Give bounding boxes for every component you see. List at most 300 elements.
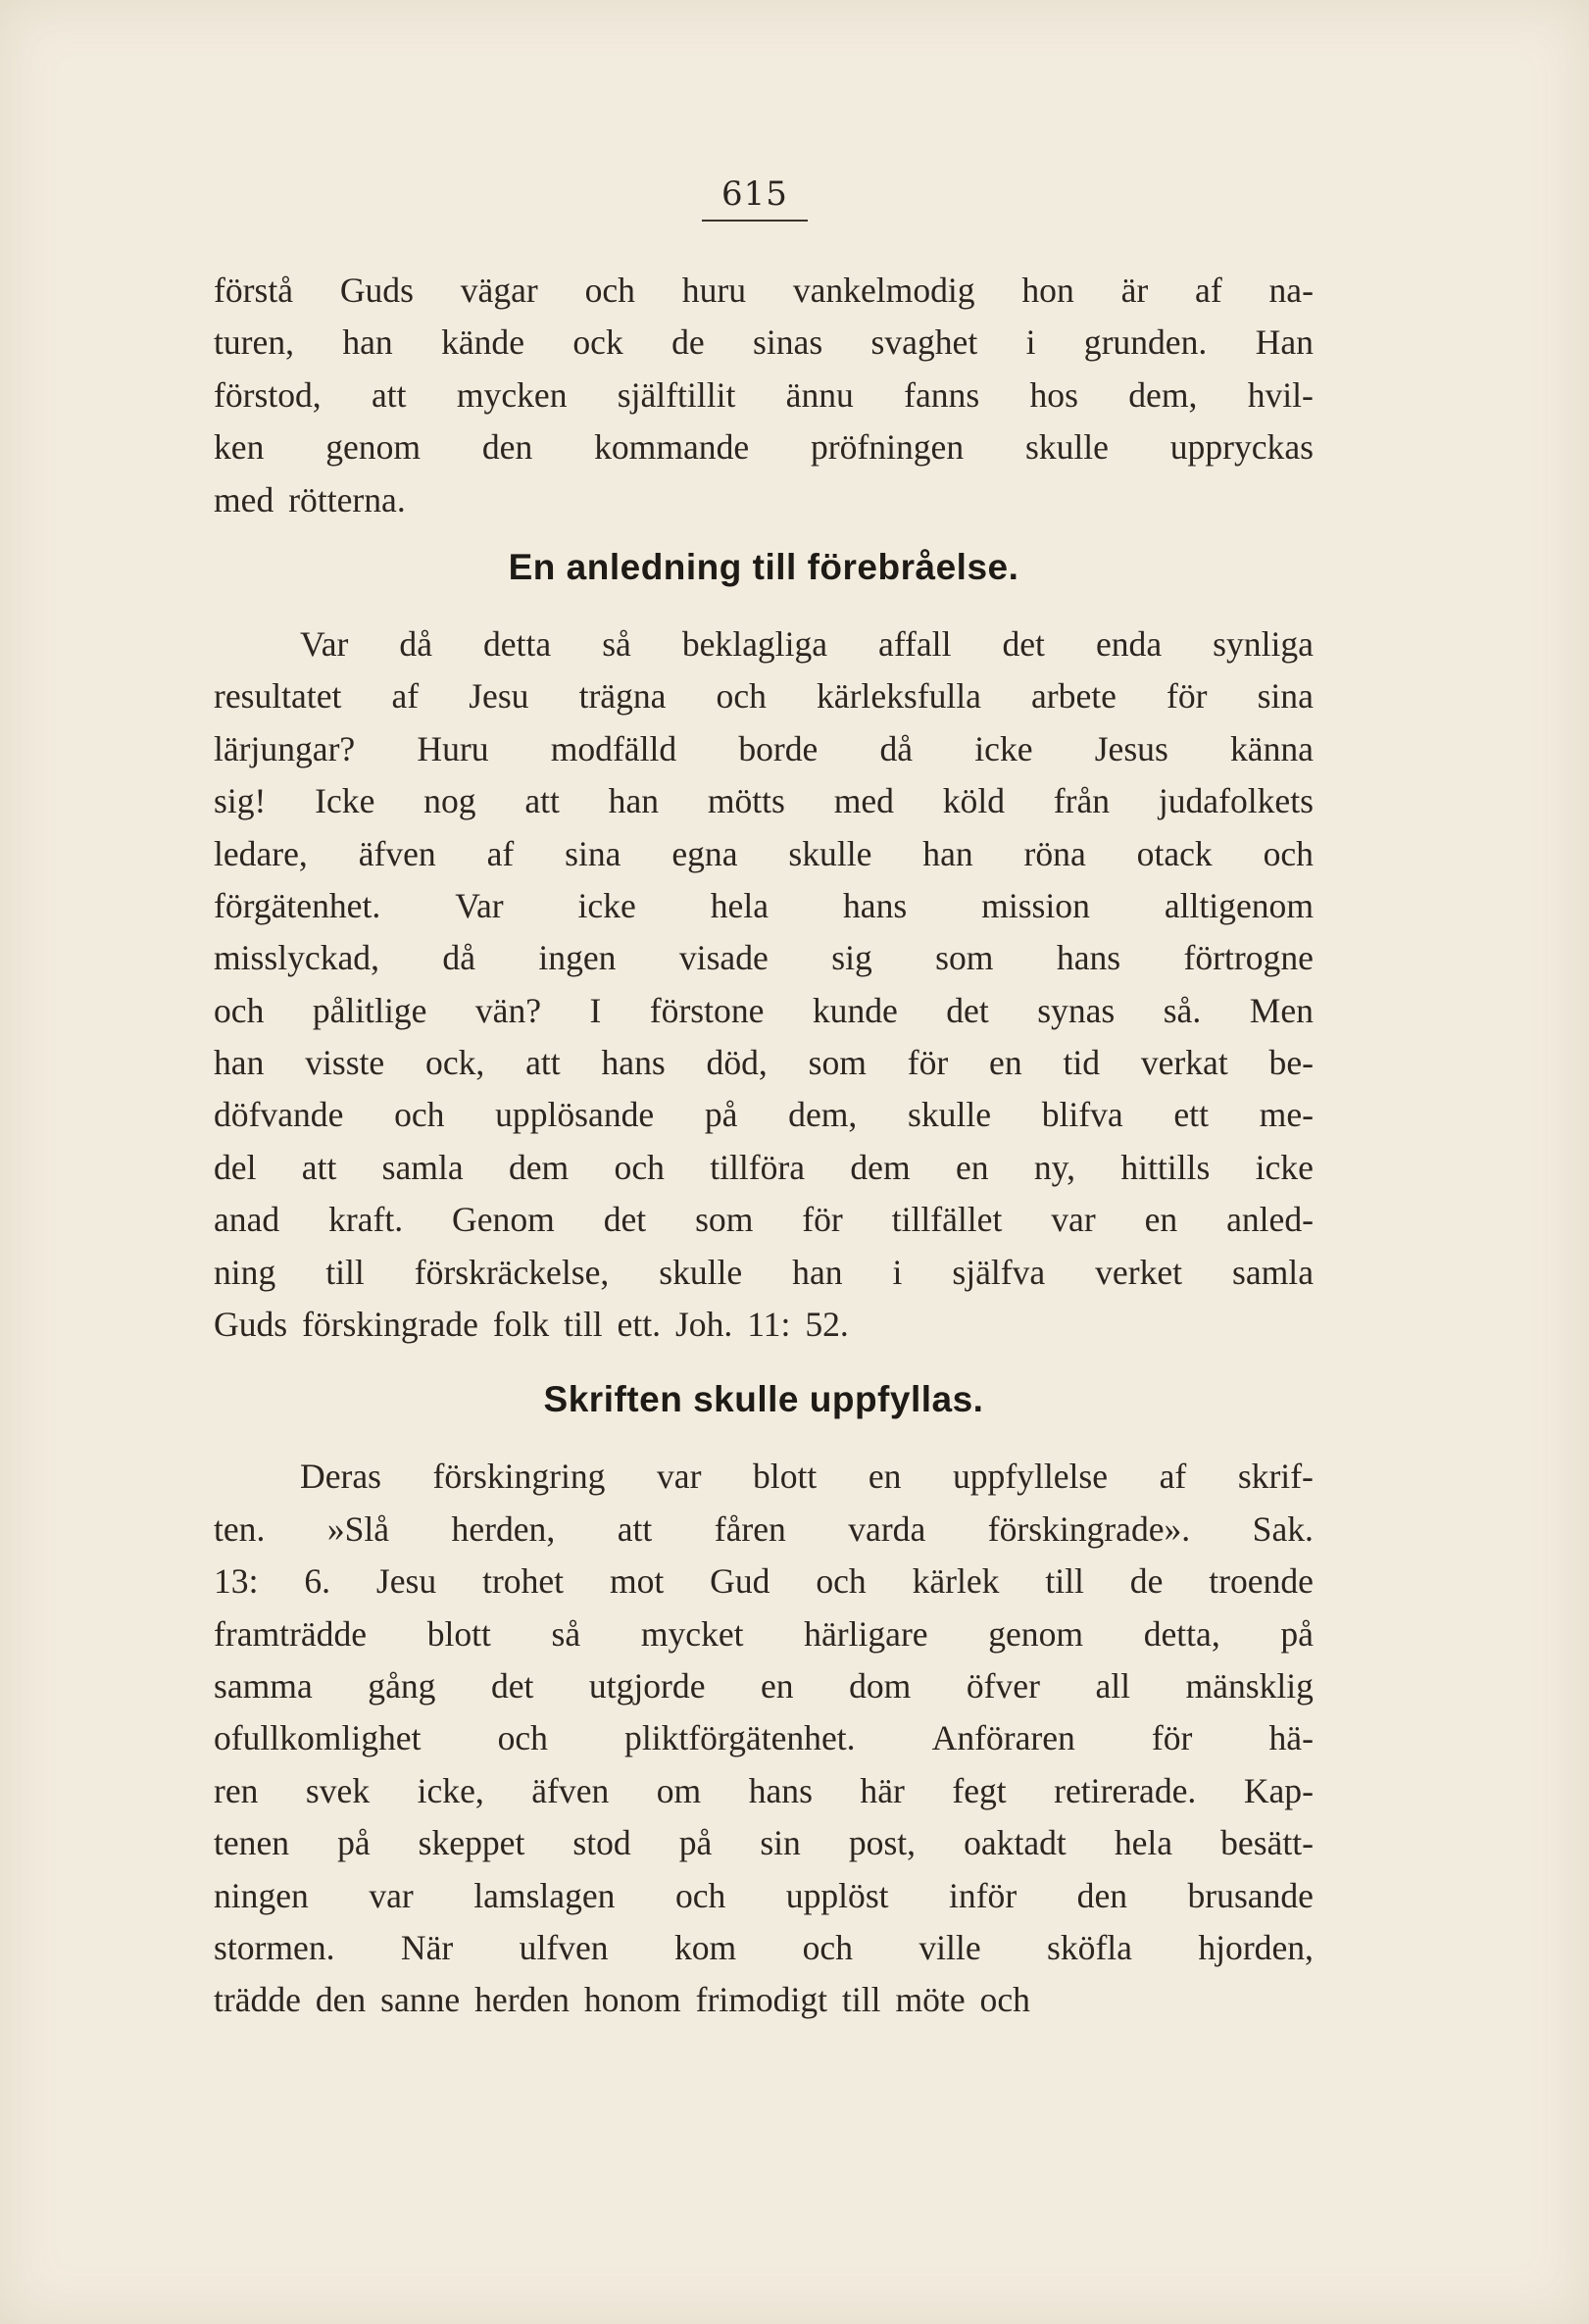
word: herden — [474, 1980, 570, 2020]
word: tillfället — [891, 1200, 1003, 1240]
word: mötts — [707, 781, 785, 821]
word: dem, — [1128, 374, 1198, 415]
word: är — [1120, 271, 1149, 310]
word: troende — [1209, 1561, 1314, 1602]
word: och — [716, 676, 767, 717]
word: känna — [1230, 728, 1314, 768]
text-line — [214, 1089, 1314, 1141]
word: huru — [681, 271, 746, 310]
word: sig — [831, 938, 872, 978]
word: hos — [1029, 374, 1078, 415]
word: en — [761, 1665, 794, 1706]
word: blifva — [1041, 1095, 1123, 1135]
word: icke — [1255, 1147, 1314, 1187]
text-line — [214, 1451, 1314, 1503]
word: samla — [381, 1147, 464, 1187]
text-line — [214, 985, 1314, 1037]
word: han — [608, 781, 660, 821]
word: sköfla — [1047, 1927, 1132, 1967]
word: hans — [1056, 938, 1121, 978]
paragraph-2 — [214, 618, 1314, 1351]
word: hittills — [1120, 1147, 1211, 1187]
word: Gud — [710, 1561, 770, 1602]
text-line — [214, 1922, 1314, 1974]
word: anad — [214, 1200, 280, 1240]
word: döfvande — [214, 1095, 344, 1135]
word: han — [342, 322, 393, 363]
word: 13: — [214, 1561, 259, 1602]
text-line — [214, 775, 1314, 827]
word: mycken — [456, 374, 568, 415]
word: kommande — [594, 427, 750, 468]
word: själftillit — [617, 374, 736, 415]
word: då — [442, 938, 475, 978]
word: genom — [325, 427, 422, 468]
word: enda — [1095, 623, 1163, 664]
word: otack — [1136, 833, 1213, 873]
word: den — [481, 427, 533, 468]
word: af — [1195, 271, 1222, 310]
word: att — [301, 1147, 337, 1187]
word: utgjorde — [588, 1665, 706, 1706]
word: röna — [1023, 833, 1086, 873]
word: pliktförgätenhet. — [624, 1718, 856, 1758]
word: dem — [850, 1147, 911, 1187]
word: oaktadt — [964, 1823, 1067, 1863]
word: honom — [583, 1980, 681, 2020]
word: inför — [949, 1875, 1018, 1915]
word: icke — [577, 885, 636, 925]
word: visade — [678, 938, 769, 978]
word: sig! — [214, 781, 267, 821]
word: ledare, — [214, 833, 308, 873]
word: han — [792, 1252, 843, 1292]
word: pålitlige — [312, 990, 427, 1030]
word: Joh. — [674, 1305, 733, 1345]
word: öfver — [966, 1665, 1040, 1706]
word: möte — [895, 1980, 966, 2020]
word: fanns — [904, 374, 980, 415]
word: äfven — [531, 1770, 610, 1810]
word: framträdde — [214, 1613, 368, 1654]
word: vän? — [474, 990, 542, 1030]
word: som — [695, 1200, 754, 1240]
word: hela — [1114, 1823, 1173, 1863]
word: så — [551, 1613, 581, 1654]
word: var — [369, 1875, 414, 1915]
word: verkat — [1140, 1043, 1228, 1083]
word: ofullkomlighet — [214, 1718, 422, 1758]
word: då — [879, 728, 914, 768]
word: Deras — [300, 1457, 381, 1497]
word: I — [589, 990, 602, 1030]
word: och — [1263, 833, 1314, 873]
word: det — [603, 1200, 647, 1240]
word: Jesu — [375, 1561, 437, 1602]
word: den — [1076, 1875, 1128, 1915]
word: stod — [572, 1823, 631, 1863]
word: trägna — [578, 676, 667, 717]
word: och — [214, 990, 265, 1030]
word: modfälld — [550, 728, 677, 768]
word: Men — [1249, 990, 1314, 1030]
word: sanne — [380, 1980, 461, 2020]
word: frimodigt — [695, 1980, 828, 2020]
word: så — [602, 623, 631, 664]
word: och — [614, 1147, 665, 1187]
text-line — [214, 1817, 1314, 1869]
word: ett — [1173, 1095, 1209, 1135]
word: blott — [753, 1457, 818, 1497]
word: icke, — [417, 1770, 484, 1810]
word: nog — [423, 781, 476, 821]
word: detta — [483, 623, 552, 664]
word: Jesus — [1094, 728, 1168, 768]
word: skeppet — [418, 1823, 525, 1863]
word: uppfyllelse — [952, 1457, 1109, 1497]
word: gång — [368, 1665, 436, 1706]
word: 52. — [805, 1305, 849, 1345]
word: ingen — [538, 938, 617, 978]
word: till — [841, 1980, 881, 2020]
word: genom — [988, 1613, 1084, 1654]
word: här — [860, 1770, 905, 1810]
text-line — [214, 723, 1314, 775]
word: Kap- — [1243, 1770, 1314, 1810]
word: svaghet — [870, 322, 978, 363]
word: kunde — [812, 990, 898, 1030]
word: ren — [214, 1770, 259, 1810]
word: för — [1167, 676, 1208, 717]
word: borde — [738, 728, 819, 768]
text-line — [214, 1974, 1314, 2026]
word: var — [657, 1457, 702, 1497]
word: förtrogne — [1183, 938, 1314, 978]
word: att — [617, 1508, 653, 1549]
word: kraft. — [328, 1200, 404, 1240]
word: för — [802, 1200, 843, 1240]
word: äfven — [358, 833, 436, 873]
word: och — [674, 1875, 726, 1915]
word: så. — [1163, 990, 1202, 1030]
word: på — [1280, 1613, 1314, 1654]
word: på — [678, 1823, 713, 1863]
word: stormen. — [214, 1927, 335, 1967]
word: en — [955, 1147, 989, 1187]
word: för — [907, 1043, 949, 1083]
word: verket — [1095, 1252, 1183, 1292]
word: fegt — [952, 1770, 1007, 1810]
word: icke — [974, 728, 1033, 768]
word: pröfningen — [811, 427, 965, 468]
word: grunden. — [1083, 322, 1208, 363]
word: till — [1045, 1561, 1084, 1602]
word: att — [525, 1043, 561, 1083]
word: förskingring — [432, 1457, 606, 1497]
word: att — [524, 781, 560, 821]
word: och — [497, 1718, 548, 1758]
word: Han — [1255, 322, 1314, 363]
word: na- — [1268, 271, 1314, 310]
word: tenen — [214, 1823, 290, 1863]
text-line — [214, 1247, 1314, 1299]
word: ock, — [425, 1043, 485, 1083]
word: del — [214, 1147, 257, 1187]
word: dem — [508, 1147, 570, 1187]
word: hans — [748, 1770, 813, 1810]
text-line — [214, 1660, 1314, 1712]
text-line — [214, 370, 1314, 421]
word: från — [1053, 781, 1111, 821]
paragraph-1 — [214, 265, 1314, 526]
word: tillföra — [710, 1147, 806, 1187]
word: hon — [1021, 271, 1074, 310]
word: Guds — [214, 1305, 288, 1345]
word: Huru — [417, 728, 489, 768]
word: folk — [492, 1305, 550, 1345]
word: Guds — [339, 271, 414, 310]
word: den — [315, 1980, 367, 2020]
word: ulfven — [519, 1927, 609, 1967]
word: skulle — [659, 1252, 743, 1292]
word: af — [391, 676, 420, 717]
word: Var — [300, 623, 349, 664]
text-line — [214, 1142, 1314, 1194]
word: förskingrade — [302, 1305, 478, 1345]
word: lamslagen — [473, 1875, 616, 1915]
word: dom — [849, 1665, 912, 1706]
word: samla — [1232, 1252, 1314, 1292]
word: och — [802, 1927, 853, 1967]
word: turen, — [214, 322, 294, 363]
word: och — [394, 1095, 445, 1135]
word: all — [1095, 1665, 1130, 1706]
word: trädde — [214, 1980, 301, 2020]
word: och — [584, 271, 635, 310]
word: af — [486, 833, 515, 873]
word: kom — [673, 1927, 737, 1967]
word: förstone — [649, 990, 765, 1030]
word: mänsklig — [1185, 1665, 1314, 1706]
section-heading-1: En anledning till förebråelse. — [508, 546, 1019, 587]
word: ett. — [617, 1305, 662, 1345]
word: Icke — [315, 781, 375, 821]
body-text — [214, 265, 1314, 2027]
word: och — [979, 1980, 1030, 2020]
word: de — [1129, 1561, 1164, 1602]
word: förgätenhet. — [214, 885, 381, 925]
word: en — [989, 1043, 1022, 1083]
word: kärlek — [912, 1561, 1000, 1602]
word: mot — [609, 1561, 665, 1602]
word: retirerade. — [1054, 1770, 1197, 1810]
word: upplöst — [785, 1875, 889, 1915]
word: att — [372, 374, 407, 415]
word: fåren — [714, 1508, 786, 1549]
text-line — [214, 317, 1314, 369]
word: Anföraren — [931, 1718, 1075, 1758]
word: en — [1144, 1200, 1178, 1240]
word: han — [214, 1043, 265, 1083]
word: alltigenom — [1164, 885, 1314, 925]
word: post, — [848, 1823, 917, 1863]
word: »Slå — [326, 1508, 390, 1549]
word: beklagliga — [681, 623, 828, 664]
text-line — [214, 474, 1314, 526]
word: resultatet — [214, 676, 342, 717]
text-line — [214, 1870, 1314, 1922]
word: hans — [601, 1043, 666, 1083]
word: förstå — [214, 271, 294, 310]
section-heading-2: Skriften skulle uppfyllas. — [543, 1379, 984, 1420]
page-number: 615 — [721, 174, 788, 214]
word: sin — [760, 1823, 801, 1863]
word: hjorden, — [1198, 1927, 1314, 1967]
word: blott — [426, 1613, 491, 1654]
word: ock — [572, 322, 623, 363]
word: härligare — [804, 1613, 928, 1654]
word: till — [325, 1252, 365, 1292]
text-line — [214, 1299, 1314, 1351]
word: som — [935, 938, 994, 978]
text-line — [214, 1608, 1314, 1660]
word: förskingrade». — [987, 1508, 1191, 1549]
word: ny, — [1033, 1147, 1076, 1187]
word: skrif- — [1237, 1457, 1314, 1497]
word: ningen — [214, 1875, 309, 1915]
word: själfva — [952, 1252, 1046, 1292]
word: uppryckas — [1169, 427, 1314, 468]
word: hans — [842, 885, 908, 925]
word: judafolkets — [1158, 781, 1314, 821]
word: arbete — [1031, 676, 1117, 717]
word: dem, — [788, 1095, 858, 1135]
word: om — [656, 1770, 702, 1810]
word: han — [922, 833, 973, 873]
word: ning — [214, 1252, 276, 1292]
word: Sak. — [1252, 1508, 1314, 1549]
word: sina — [565, 833, 621, 873]
word: sinas — [753, 322, 823, 363]
word: af — [1159, 1457, 1187, 1497]
word: i — [892, 1252, 903, 1292]
word: anled- — [1226, 1200, 1314, 1240]
word: skulle — [788, 833, 872, 873]
word: rötterna. — [288, 479, 406, 519]
word: samma — [214, 1665, 313, 1706]
word: skulle — [1024, 427, 1109, 468]
word: synliga — [1213, 623, 1314, 664]
word: tid — [1063, 1043, 1101, 1083]
word: svek — [305, 1770, 371, 1810]
word: i — [1025, 322, 1036, 363]
text-line — [214, 1556, 1314, 1607]
word: det — [1002, 623, 1045, 664]
word: brusande — [1187, 1875, 1314, 1915]
word: 6. — [304, 1561, 331, 1602]
word: detta, — [1143, 1613, 1220, 1654]
word: affall — [878, 623, 952, 664]
word: egna — [671, 833, 738, 873]
text-line — [214, 1504, 1314, 1556]
paragraph-3 — [214, 1451, 1314, 2026]
word: misslyckad, — [214, 938, 379, 978]
word: kände — [441, 322, 525, 363]
word: visste — [305, 1043, 385, 1083]
word: förstod, — [214, 374, 322, 415]
word: me- — [1259, 1095, 1314, 1135]
word: som — [808, 1043, 867, 1083]
word: trohet — [482, 1561, 565, 1602]
word: vägar — [460, 271, 538, 310]
text-line — [214, 932, 1314, 984]
word: lärjungar? — [214, 728, 356, 768]
word: upplösande — [495, 1095, 655, 1135]
word: ken — [214, 427, 265, 468]
word: mycket — [640, 1613, 744, 1654]
word: på — [704, 1095, 738, 1135]
word: besätt- — [1220, 1823, 1314, 1863]
word: kärleksfulla — [817, 676, 981, 717]
word: sina — [1257, 676, 1314, 717]
word: hä- — [1268, 1718, 1314, 1758]
text-line — [214, 421, 1314, 473]
word: till — [564, 1305, 603, 1345]
word: be- — [1268, 1043, 1314, 1083]
word: Jesu — [469, 676, 529, 717]
page-number-rule — [702, 220, 808, 222]
text-line — [214, 670, 1314, 722]
word: varda — [848, 1508, 926, 1549]
word: När — [400, 1927, 454, 1967]
word: synas — [1037, 990, 1116, 1030]
word: ville — [919, 1927, 981, 1967]
word: herden, — [451, 1508, 556, 1549]
word: ännu — [785, 374, 854, 415]
word: hela — [710, 885, 770, 925]
text-line — [214, 1037, 1314, 1089]
word: med — [833, 781, 894, 821]
word: var — [1051, 1200, 1096, 1240]
word: de — [671, 322, 705, 363]
word: för — [1151, 1718, 1193, 1758]
word: vankelmodig — [792, 271, 975, 310]
word: död, — [706, 1043, 768, 1083]
word: köld — [942, 781, 1005, 821]
text-line — [214, 1194, 1314, 1246]
page-header — [686, 174, 823, 222]
word: hvil- — [1247, 374, 1314, 415]
text-line — [214, 265, 1314, 317]
text-line — [214, 880, 1314, 932]
word: förskräckelse, — [414, 1252, 610, 1292]
word: då — [399, 623, 432, 664]
text-line — [214, 618, 1314, 670]
word: med — [214, 479, 274, 519]
word: en — [868, 1457, 902, 1497]
word: och — [816, 1561, 867, 1602]
word: Genom — [452, 1200, 555, 1240]
word: på — [337, 1823, 371, 1863]
text-line — [214, 1765, 1314, 1817]
word: det — [490, 1665, 534, 1706]
word: 11: — [747, 1305, 791, 1345]
word: skulle — [908, 1095, 992, 1135]
text-line — [214, 828, 1314, 880]
word: ten. — [214, 1508, 266, 1549]
word: mission — [981, 885, 1090, 925]
word: det — [946, 990, 989, 1030]
